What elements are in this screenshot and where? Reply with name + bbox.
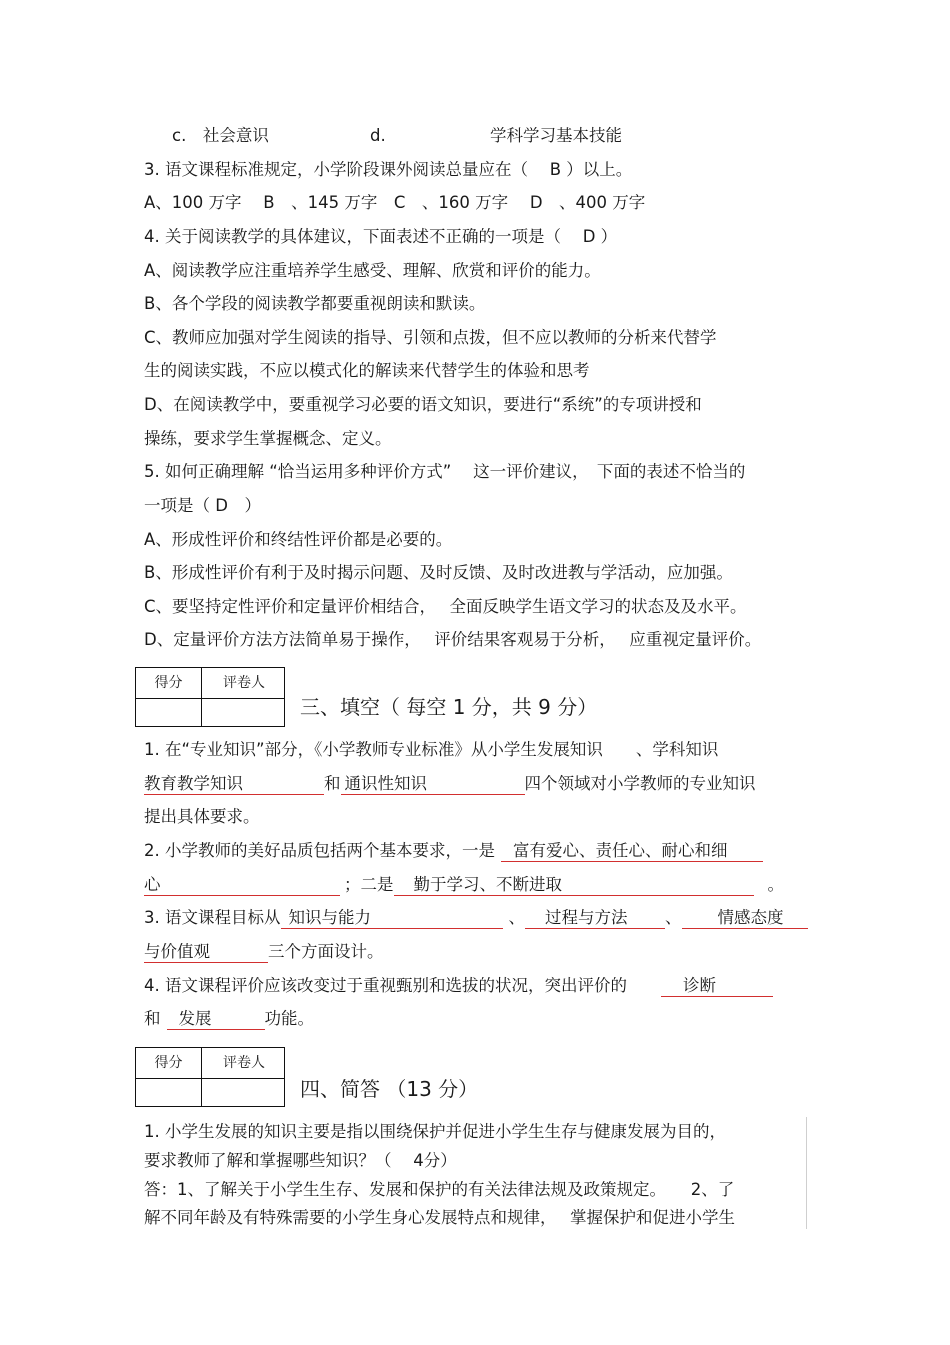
fill-4-and: 和 bbox=[144, 1009, 161, 1028]
question-5-option-d: D、定量评价方法方法简单易于操作， 评价结果客观易于分析， 应重视定量评价。 bbox=[144, 630, 762, 649]
fill-2-prefix: 2. 小学教师的美好品质包括两个基本要求，一是 bbox=[144, 841, 495, 860]
question-4: 4. 关于阅读教学的具体建议，下面表述不正确的一项是（ D ） bbox=[144, 227, 618, 246]
fill-4-tail: 功能。 bbox=[264, 1009, 314, 1028]
fill-3-answer-1: 知识与能力 bbox=[281, 908, 503, 929]
fill-2-answer-2: 勤于学习、不断进取 bbox=[394, 875, 754, 896]
answer-frame-border bbox=[806, 1117, 807, 1229]
question-5-option-c: C、要坚持定性评价和定量评价相结合， 全面反映学生语文学习的状态及及水平。 bbox=[144, 597, 747, 616]
fill-1-answer-2: 通识性知识 bbox=[341, 774, 525, 795]
fill-1-and: 和 bbox=[324, 774, 341, 793]
question-4-option-d-line2: 操练，要求学生掌握概念、定义。 bbox=[144, 429, 392, 448]
question-5-option-b: B、形成性评价有利于及时揭示问题、及时反馈、及时改进教与学活动，应加强。 bbox=[144, 563, 733, 582]
option-c: c. 社会意识 bbox=[172, 126, 269, 145]
question-4-option-d-line1: D、在阅读教学中，要重视学习必要的语文知识，要进行“系统”的专项讲授和 bbox=[144, 395, 702, 414]
fill-2-answer-1b: 心 bbox=[144, 875, 340, 896]
fill-3-answer-2: 过程与方法 bbox=[525, 908, 665, 929]
fill-4-line2 bbox=[144, 1008, 314, 1030]
short-answer-1-line1: 1. 小学生发展的知识主要是指以围绕保护并促进小学生生存与健康发展为目的， bbox=[144, 1122, 726, 1141]
fill-3-sep1: 、 bbox=[508, 908, 525, 927]
fill-1-answer-1: 教育教学知识 bbox=[144, 774, 324, 795]
question-4-option-c-line1: C、教师应加强对学生阅读的指导、引领和点拨，但不应以教师的分析来代替学 bbox=[144, 328, 717, 347]
score-label: 得分 bbox=[154, 675, 183, 691]
fill-4-line1 bbox=[144, 975, 773, 997]
question-4-option-c-line2: 生的阅读实践，不应以模式化的解读来代替学生的体验和思考 bbox=[144, 361, 590, 380]
short-answer-1-line2: 要求教师了解和掌握哪些知识？（ 4分） bbox=[144, 1151, 457, 1170]
fill-3-line2 bbox=[144, 941, 384, 963]
score-table-section4 bbox=[135, 1047, 285, 1107]
answer-line1: 答：1、了解关于小学生生存、发展和保护的有关法律法规及政策规定。 2、了 bbox=[144, 1180, 735, 1199]
fill-1-tail: 四个领域对小学教师的专业知识 bbox=[524, 774, 756, 793]
section4-heading: 四、简答 （13 分） bbox=[300, 1077, 479, 1101]
grader-label: 评卷人 bbox=[223, 1055, 265, 1071]
fill-4-answer-1: 诊断 bbox=[661, 976, 773, 997]
score-table-section3 bbox=[135, 667, 285, 727]
fill-3-answer-3b: 与价值观 bbox=[144, 942, 268, 963]
section3-heading: 三、填空（ 每空 1 分，共 9 分） bbox=[300, 695, 598, 719]
grader-label: 评卷人 bbox=[223, 675, 265, 691]
question-5-line1: 5. 如何正确理解 “恰当运用多种评价方式” 这一评价建议， 下面的表述不恰当的 bbox=[144, 462, 746, 481]
option-d-label: d. bbox=[370, 126, 386, 145]
fill-2-line1 bbox=[144, 840, 763, 862]
score-label: 得分 bbox=[154, 1055, 183, 1071]
fill-3-answer-3a: 情感态度 bbox=[682, 908, 808, 929]
fill-2-line2 bbox=[144, 874, 784, 896]
question-4-option-b: B、各个学段的阅读教学都要重视朗读和默读。 bbox=[144, 294, 486, 313]
fill-4-answer-2: 发展 bbox=[167, 1009, 265, 1030]
fill-2-mid: ；二是 bbox=[344, 875, 394, 894]
fill-4-prefix: 4. 语文课程评价应该改变过于重视甄别和选拔的状况，突出评价的 bbox=[144, 976, 627, 995]
fill-2-end: 。 bbox=[767, 875, 784, 894]
fill-3-line1 bbox=[144, 907, 808, 929]
fill-2-answer-1a: 富有爱心、责任心、耐心和细 bbox=[501, 841, 763, 862]
fill-1-line1: 1. 在“专业知识”部分，《小学教师专业标准》从小学生发展知识 、学科知识 bbox=[144, 740, 719, 759]
answer-line2: 解不同年龄及有特殊需要的小学生身心发展特点和规律， 掌握保护和促进小学生 bbox=[144, 1208, 735, 1227]
question-4-option-a: A、阅读教学应注重培养学生感受、理解、欣赏和评价的能力。 bbox=[144, 261, 601, 280]
fill-1-line3: 提出具体要求。 bbox=[144, 807, 260, 826]
fill-3-tail: 三个方面设计。 bbox=[268, 942, 384, 961]
option-d-text: 学科学习基本技能 bbox=[490, 126, 622, 145]
question-3-options: A、100 万字 B 、145 万字 C 、160 万字 D 、400 万字 bbox=[144, 193, 646, 212]
fill-1-line2 bbox=[144, 773, 756, 795]
question-3: 3. 语文课程标准规定，小学阶段课外阅读总量应在（ B ）以上。 bbox=[144, 160, 633, 179]
question-5-line2: 一项是（ D ） bbox=[144, 496, 261, 515]
question-5-option-a: A、形成性评价和终结性评价都是必要的。 bbox=[144, 530, 453, 549]
fill-3-prefix: 3. 语文课程目标从 bbox=[144, 908, 281, 927]
fill-3-sep2: 、 bbox=[665, 908, 682, 927]
